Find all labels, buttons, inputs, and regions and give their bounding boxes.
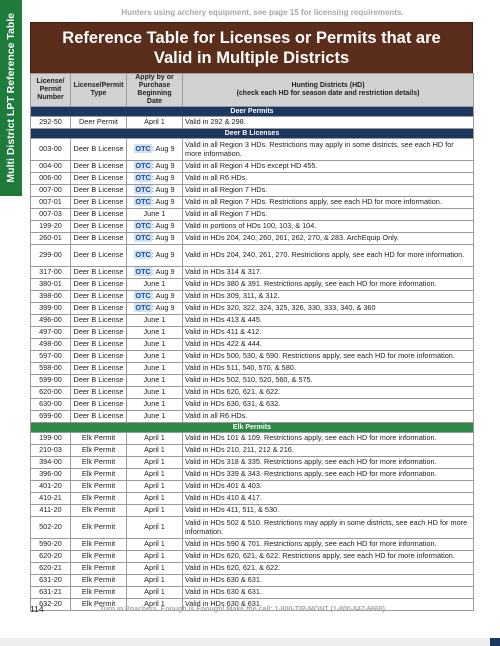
cell-valid: Valid in HDs 380 & 391. Restrictions apply, see each HD for more information. [183,279,474,291]
cell-number: 007-00 [31,185,71,197]
cell-valid: Valid in HDs 630, 631, & 632. [183,399,474,411]
cell-type: Deer B License [71,221,127,233]
date-text: April 1 [144,445,165,455]
date-text: : Aug 9 [151,221,175,231]
date-text: April 1 [144,522,165,532]
header-districts-subtitle: (check each HD for season date and restriction details) [236,90,420,97]
table-row [31,433,474,445]
cell-date [127,539,183,551]
section-header-row [31,129,474,139]
date-text: June 1 [143,209,166,219]
cell-valid: Valid in 292 & 298. [183,117,474,129]
cell-valid: Valid in HDs 502, 510, 520, 560, & 575. [183,375,474,387]
table-row [31,279,474,291]
cell-number: 497-00 [31,327,71,339]
cell-number: 498-00 [31,339,71,351]
cell-valid: Valid in HDs 401 & 403. [183,481,474,493]
cell-valid: Valid in HDs 318 & 335. Restrictions apply, see each HD for more information. [183,457,474,469]
cell-number: 502-20 [31,517,71,539]
cell-type: Deer B License [71,351,127,363]
cell-date [127,117,183,129]
cell-number: 007-01 [31,197,71,209]
table-row [31,387,474,399]
table-row [31,575,474,587]
date-text: April 1 [144,575,165,585]
cell-date [127,221,183,233]
date-text: : Aug 9 [151,250,175,260]
cell-valid: Valid in all Region 3 HDs. Restrictions may apply in some districts, see each HD for more information. [183,139,474,161]
cell-date [127,173,183,185]
cell-type: Elk Permit [71,445,127,457]
date-text: : Aug 9 [151,197,175,207]
cell-date [127,161,183,173]
table-row [31,363,474,375]
page-number: 114 [30,604,44,614]
date-text: : Aug 9 [151,144,175,154]
cell-type: Elk Permit [71,493,127,505]
section-title: Elk Permits [31,423,474,433]
cell-number: 380-01 [31,279,71,291]
cell-type: Deer B License [71,291,127,303]
cell-date [127,493,183,505]
date-text: June 1 [143,339,166,349]
table-row [31,303,474,315]
section-title: Deer Permits [31,107,474,117]
cell-number: 199-20 [31,221,71,233]
reference-table [30,73,474,611]
cell-valid: Valid in HDs 320, 322, 324, 325, 326, 330, 333, 340, & 360 [183,303,474,315]
cell-number: 299-00 [31,245,71,267]
date-text: : Aug 9 [151,161,175,171]
cell-number: 411-20 [31,505,71,517]
section-header-row [31,423,474,433]
section-title: Deer B Licenses [31,129,474,139]
cell-number: 004-00 [31,161,71,173]
date-text: June 1 [143,327,166,337]
cell-number: 597-00 [31,351,71,363]
otc-badge: OTC [135,233,151,243]
cell-date [127,481,183,493]
cell-number: 401-20 [31,481,71,493]
date-text: : Aug 9 [151,303,175,313]
cell-number: 006-00 [31,173,71,185]
cell-date [127,375,183,387]
cell-valid: Valid in all Region 7 HDs. [183,209,474,221]
date-text: : Aug 9 [151,267,175,277]
cell-valid: Valid in HDs 410 & 417. [183,493,474,505]
cell-type: Elk Permit [71,433,127,445]
date-text: April 1 [144,493,165,503]
bottom-note: Turn in Poachers. Enough is Enough! Make the call: 1-800-TIP-MONT (1-800-847-6668) [100,606,385,613]
table-row [31,505,474,517]
date-text: April 1 [144,551,165,561]
table-row [31,375,474,387]
cell-type: Deer B License [71,209,127,221]
cell-type: Elk Permit [71,517,127,539]
cell-date [127,245,183,267]
date-text: June 1 [143,387,166,397]
cell-date [127,433,183,445]
cell-type: Deer B License [71,245,127,267]
cell-valid: Valid in HDs 204, 240, 261, 270. Restrictions apply, see each HD for more information. [183,245,474,267]
cell-valid: Valid in HDs 101 & 109. Restrictions apply, see each HD for more information. [183,433,474,445]
date-text: April 1 [144,469,165,479]
cell-type: Elk Permit [71,599,127,611]
date-text: April 1 [144,539,165,549]
cell-number: 003-00 [31,139,71,161]
table-body [31,107,474,611]
cell-type: Deer B License [71,327,127,339]
otc-badge: OTC [135,197,151,207]
cell-type: Deer B License [71,303,127,315]
cell-date [127,363,183,375]
cell-number: 631-20 [31,575,71,587]
cell-number: 260-01 [31,233,71,245]
cell-valid: Valid in HDs 339 & 343. Restrictions apply, see each HD for more information. [183,469,474,481]
cell-valid: Valid in HDs 630 & 631. [183,575,474,587]
cell-number: 631-21 [31,587,71,599]
cell-type: Deer B License [71,339,127,351]
cell-type: Deer B License [71,197,127,209]
table-row [31,209,474,221]
otc-badge: OTC [135,144,151,154]
table-row [31,245,474,267]
table-row [31,563,474,575]
cell-date [127,209,183,221]
cell-number: 620-21 [31,563,71,575]
date-text: April 1 [144,599,165,609]
table-row [31,221,474,233]
cell-date [127,139,183,161]
cell-type: Elk Permit [71,539,127,551]
cell-date [127,457,183,469]
date-text: April 1 [144,563,165,573]
table-row [31,161,474,173]
cell-date [127,303,183,315]
cell-type: Deer B License [71,363,127,375]
table-row [31,411,474,423]
cell-date [127,267,183,279]
cell-type: Deer B License [71,233,127,245]
table-row [31,493,474,505]
date-text: April 1 [144,505,165,515]
cell-number: 007-03 [31,209,71,221]
table-row [31,469,474,481]
cell-number: 292-50 [31,117,71,129]
cell-date [127,517,183,539]
cell-valid: Valid in HDs 590 & 701. Restrictions apply, see each HD for more information. [183,539,474,551]
cell-type: Deer B License [71,173,127,185]
cell-number: 620-20 [31,551,71,563]
cell-type: Deer B License [71,279,127,291]
date-text: : Aug 9 [151,173,175,183]
cell-valid: Valid in HDs 630 & 631. [183,587,474,599]
date-text: June 1 [143,279,166,289]
date-text: June 1 [143,351,166,361]
cell-date [127,399,183,411]
cell-number: 699-00 [31,411,71,423]
cell-valid: Valid in HDs 500, 530, & 590. Restrictions apply, see each HD for more information. [183,351,474,363]
table-row [31,539,474,551]
cell-valid: Valid in all Region 7 HDs. [183,185,474,197]
section-header-row [31,107,474,117]
table-row [31,445,474,457]
cell-type: Elk Permit [71,563,127,575]
cell-valid: Valid in HDs 422 & 444. [183,339,474,351]
cell-valid: Valid in HDs 620, 621, & 622. [183,387,474,399]
cell-number: 598-00 [31,363,71,375]
cell-type: Elk Permit [71,587,127,599]
cell-type: Deer B License [71,411,127,423]
cell-type: Elk Permit [71,469,127,481]
cell-valid: Valid in HDs 411 & 412. [183,327,474,339]
cell-date [127,411,183,423]
date-text: June 1 [143,363,166,373]
otc-badge: OTC [135,267,151,277]
cell-number: 394-00 [31,457,71,469]
title-line-2: Valid in Multiple Districts [153,49,350,67]
cell-date [127,315,183,327]
date-text: April 1 [144,457,165,467]
table-row [31,327,474,339]
cell-number: 620-00 [31,387,71,399]
sidebar-tab [0,0,22,196]
table-row [31,173,474,185]
cell-type: Deer B License [71,387,127,399]
cell-valid: Valid in HDs 204, 240, 260, 261, 262, 270, & 283. ArchEquip Only. [183,233,474,245]
date-text: April 1 [144,117,165,127]
cell-number: 396-00 [31,469,71,481]
cell-number: 317-00 [31,267,71,279]
table-row [31,339,474,351]
bottom-strip-mark [490,638,500,646]
otc-badge: OTC [135,303,151,313]
cell-type: Deer B License [71,375,127,387]
cell-type: Deer B License [71,185,127,197]
table-row [31,399,474,411]
cell-number: 210-03 [31,445,71,457]
table-row [31,517,474,539]
cell-number: 599-00 [31,375,71,387]
cell-number: 632-20 [31,599,71,611]
cell-type: Elk Permit [71,481,127,493]
cell-type: Elk Permit [71,505,127,517]
cell-valid: Valid in HDs 413 & 445. [183,315,474,327]
table-row [31,197,474,209]
cell-number: 410-21 [31,493,71,505]
date-text: April 1 [144,433,165,443]
date-text: June 1 [143,399,166,409]
cell-type: Deer Permit [71,117,127,129]
table-row [31,457,474,469]
table-row [31,551,474,563]
table-row [31,291,474,303]
date-text: June 1 [143,375,166,385]
table-row [31,233,474,245]
cell-number: 399-00 [31,303,71,315]
otc-badge: OTC [135,161,151,171]
cell-number: 496-00 [31,315,71,327]
cell-number: 199-00 [31,433,71,445]
cell-date [127,197,183,209]
table-row [31,117,474,129]
cell-type: Deer B License [71,161,127,173]
cell-date [127,339,183,351]
cell-number: 590-20 [31,539,71,551]
cell-valid: Valid in portions of HDs 100, 103, & 104. [183,221,474,233]
cell-type: Elk Permit [71,575,127,587]
cell-valid: Valid in HDs 411, 511, & 530. [183,505,474,517]
table-row [31,587,474,599]
cell-valid: Valid in HDs 210, 211, 212 & 216. [183,445,474,457]
cell-type: Elk Permit [71,457,127,469]
cell-valid: Valid in HDs 630 & 631. [183,599,474,611]
cell-type: Elk Permit [71,551,127,563]
header-type: License/Permit Type [71,74,127,107]
cell-type: Deer B License [71,139,127,161]
cell-valid: Valid in HDs 620, 621, & 622. [183,563,474,575]
cell-valid: Valid in all R6 HDs. [183,411,474,423]
otc-badge: OTC [135,250,151,260]
cell-date [127,551,183,563]
table-row [31,351,474,363]
cell-number: 630-00 [31,399,71,411]
cell-date [127,185,183,197]
date-text: : Aug 9 [151,185,175,195]
cell-valid: Valid in all Region 7 HDs. Restrictions apply, see each HD for more information. [183,197,474,209]
cell-valid: Valid in HDs 620, 621, & 622. Restrictions apply, see each HD for more information. [183,551,474,563]
cell-type: Deer B License [71,315,127,327]
table-row [31,481,474,493]
cell-valid: Valid in HDs 511, 540, 570, & 580. [183,363,474,375]
date-text: April 1 [144,587,165,597]
cell-date [127,563,183,575]
cell-date [127,505,183,517]
header-districts [183,74,474,107]
cell-type: Deer B License [71,399,127,411]
cell-date [127,279,183,291]
date-text: June 1 [143,315,166,325]
cell-valid: Valid in HDs 502 & 510. Restrictions may apply in some districts, see each HD for more information. [183,517,474,539]
cell-valid: Valid in HDs 309, 311, & 312. [183,291,474,303]
cell-valid: Valid in all Region 4 HDs except HD 455. [183,161,474,173]
header-number: License/ Permit Number [31,74,71,107]
otc-badge: OTC [135,173,151,183]
date-text: : Aug 9 [151,233,175,243]
cell-date [127,387,183,399]
cell-date [127,587,183,599]
cell-valid: Valid in all R6 HDs. [183,173,474,185]
title-banner [30,22,473,74]
cell-number: 398-00 [31,291,71,303]
bottom-strip [0,638,500,646]
cell-valid: Valid in HDs 314 & 317. [183,267,474,279]
table-row [31,185,474,197]
cell-type: Deer B License [71,267,127,279]
cell-date [127,445,183,457]
otc-badge: OTC [135,221,151,231]
cell-date [127,351,183,363]
header-districts-title: Hunting Districts (HD) [291,82,365,89]
cell-date [127,327,183,339]
date-text: June 1 [143,411,166,421]
table-row [31,315,474,327]
otc-badge: OTC [135,291,151,301]
date-text: April 1 [144,481,165,491]
cell-date [127,233,183,245]
header-apply: Apply by or Purchase Beginning Date [127,74,183,107]
table-row [31,139,474,161]
sidebar-label: Multi District LPT Reference Table [5,13,17,183]
cell-date [127,291,183,303]
top-note: Hunters using archery equipment, see page 15 for licensing requirements. [121,8,404,17]
otc-badge: OTC [135,185,151,195]
table-row [31,267,474,279]
title-line-1: Reference Table for Licenses or Permits that are [62,29,441,47]
cell-date [127,469,183,481]
cell-date [127,575,183,587]
date-text: : Aug 9 [151,291,175,301]
